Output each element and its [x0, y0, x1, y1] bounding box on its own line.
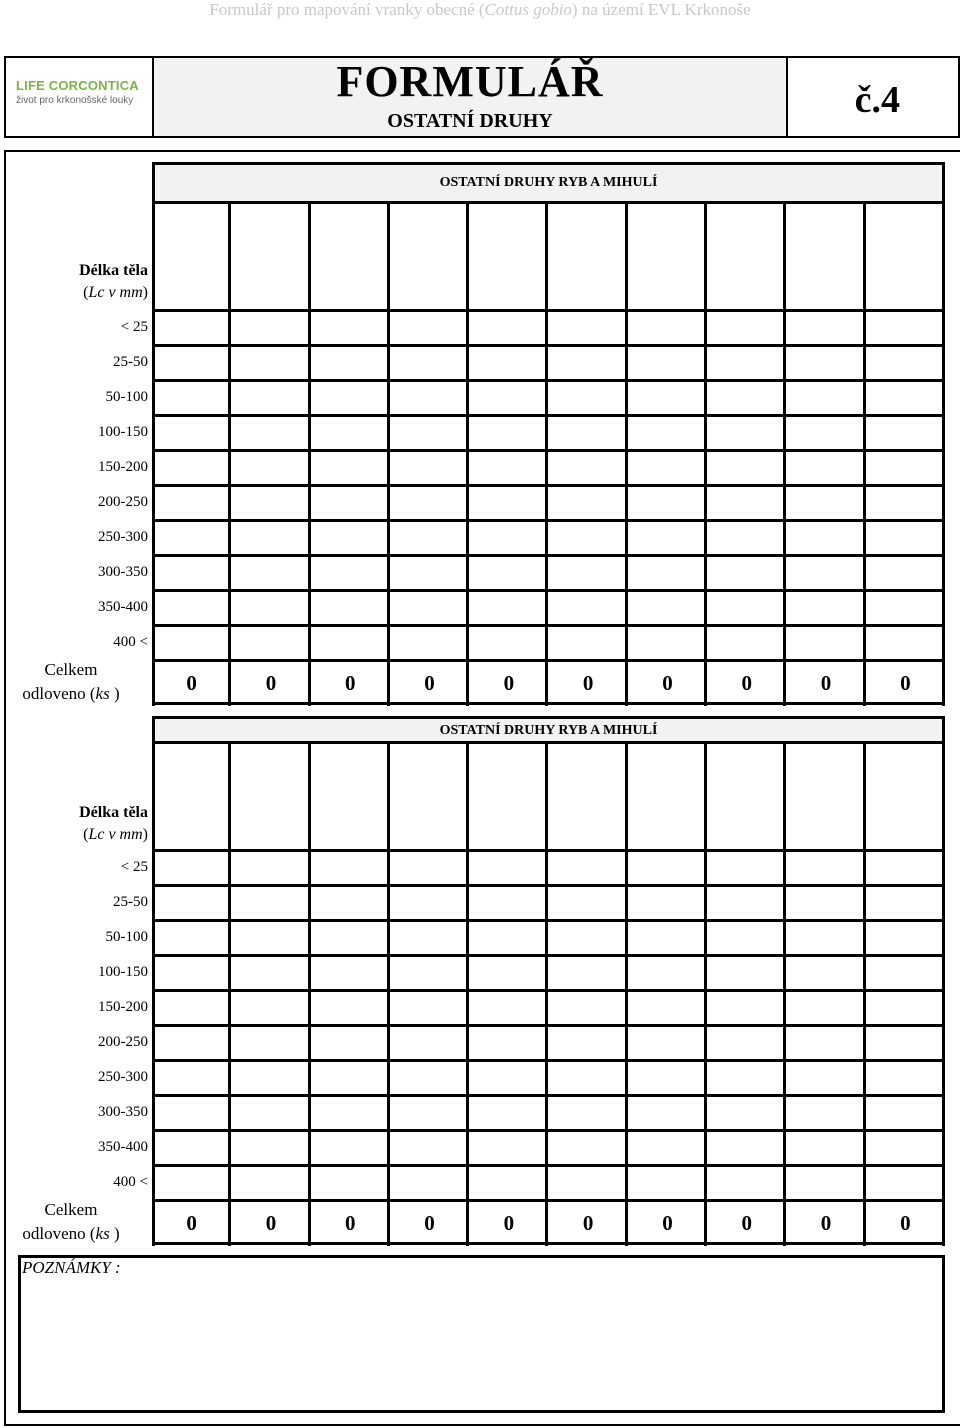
length-label — [0, 260, 150, 304]
notes-label — [22, 1256, 121, 1280]
species-column[interactable] — [311, 202, 390, 706]
length-label-text: Délka těla — [79, 804, 148, 821]
length-unit-close: ) — [142, 826, 148, 843]
length-range-label: 300-350 — [98, 564, 148, 580]
length-range-label: 250-300 — [98, 1069, 148, 1085]
grid-row-line — [152, 519, 945, 522]
grid-row-line — [152, 884, 945, 887]
grid-row-line — [152, 1129, 945, 1132]
species-column[interactable] — [231, 202, 310, 706]
total-count: 0 — [820, 671, 832, 695]
total-label — [0, 1198, 142, 1246]
form-number: č.4 — [854, 79, 900, 121]
grid-row-line — [152, 309, 945, 312]
species-column[interactable] — [549, 202, 628, 706]
grid-row-line — [152, 344, 945, 347]
page-header-species: Cottus gobio — [484, 0, 572, 19]
species-column[interactable] — [628, 742, 707, 1246]
total-count: 0 — [900, 1211, 911, 1235]
total-label-line1: Celkem — [44, 1200, 98, 1219]
total-label-close: ) — [109, 684, 120, 703]
total-count: 0 — [424, 671, 435, 695]
total-count: 0 — [741, 1211, 752, 1235]
length-unit-open: ( — [83, 826, 89, 843]
species-column[interactable] — [866, 202, 945, 706]
species-column[interactable] — [549, 742, 628, 1246]
grid-row-line — [152, 484, 945, 487]
grid-row-line — [152, 1094, 945, 1097]
total-count: 0 — [265, 1211, 277, 1235]
grid-row-line — [152, 624, 945, 627]
total-label-line2: odloveno ( — [22, 1224, 96, 1243]
length-range-label: 350-400 — [98, 599, 148, 615]
total-label-line2: odloveno ( — [22, 684, 96, 703]
section-header: OSTATNÍ DRUHY RYB A MIHULÍ — [152, 716, 945, 744]
species-column[interactable] — [152, 742, 231, 1246]
total-count: 0 — [582, 1211, 594, 1235]
total-count: 0 — [503, 671, 515, 695]
species-column[interactable] — [469, 742, 548, 1246]
length-range-label: 400 < — [113, 1174, 148, 1190]
page-header-prefix: Formulář pro mapování vranky obecné ( — [209, 0, 485, 19]
grid-row-line — [152, 1164, 945, 1167]
total-label-close: ) — [109, 1224, 120, 1243]
length-range-label: 100-150 — [98, 964, 148, 980]
form-title: FORMULÁŘ — [336, 57, 604, 106]
species-column[interactable] — [628, 202, 707, 706]
length-range-label: 250-300 — [98, 529, 148, 545]
species-column[interactable] — [152, 202, 231, 706]
species-grid — [152, 742, 945, 1246]
species-column[interactable] — [231, 742, 310, 1246]
length-range-label: < 25 — [120, 859, 148, 875]
total-count: 0 — [662, 671, 673, 695]
length-range-label: 200-250 — [98, 1034, 148, 1050]
total-count: 0 — [820, 1211, 832, 1235]
grid-row-line — [152, 849, 945, 852]
notes-label-text: POZNÁMKY — [22, 1258, 111, 1277]
total-count: 0 — [582, 671, 594, 695]
species-column[interactable] — [390, 742, 469, 1246]
page-header-suffix: ) na území EVL Krkonoše — [571, 0, 751, 19]
length-label — [0, 802, 150, 846]
grid-row-line — [152, 989, 945, 992]
length-range-label: 25-50 — [113, 894, 148, 910]
length-range-label: 200-250 — [98, 494, 148, 510]
logo-subtitle: život pro krkonošské louky — [16, 95, 134, 106]
species-column[interactable] — [707, 742, 786, 1246]
species-column[interactable] — [311, 742, 390, 1246]
total-count: 0 — [503, 1211, 515, 1235]
total-unit: ks — [95, 1224, 110, 1243]
total-count: 0 — [344, 1211, 356, 1235]
section-header: OSTATNÍ DRUHY RYB A MIHULÍ — [152, 162, 945, 204]
length-unit-close: ) — [142, 284, 148, 301]
species-column[interactable] — [390, 202, 469, 706]
species-column[interactable] — [786, 202, 865, 706]
total-count: 0 — [662, 1211, 673, 1235]
length-unit: Lc v mm — [88, 826, 143, 843]
length-range-label: 25-50 — [113, 354, 148, 370]
total-count: 0 — [186, 671, 197, 695]
species-column[interactable] — [866, 742, 945, 1246]
length-range-label: 400 < — [113, 634, 148, 650]
length-range-label: 100-150 — [98, 424, 148, 440]
grid-row-line — [152, 1059, 945, 1062]
grid-row-line — [152, 1024, 945, 1027]
total-count: 0 — [186, 1211, 197, 1235]
total-unit: ks — [95, 684, 110, 703]
total-count: 0 — [741, 671, 752, 695]
length-range-label: 50-100 — [105, 389, 148, 405]
length-range-label: 350-400 — [98, 1139, 148, 1155]
total-count: 0 — [424, 1211, 435, 1235]
grid-row-line — [152, 449, 945, 452]
grid-row-line — [152, 589, 945, 592]
length-unit: Lc v mm — [88, 284, 143, 301]
notes-label-suffix: : — [110, 1258, 121, 1277]
notes-field[interactable] — [18, 1255, 945, 1413]
length-range-label: 150-200 — [98, 999, 148, 1015]
grid-row-line — [152, 554, 945, 557]
total-count: 0 — [265, 671, 277, 695]
species-column[interactable] — [469, 202, 548, 706]
length-range-label: 150-200 — [98, 459, 148, 475]
logo: LIFE CORCONTICA — [16, 78, 139, 93]
species-grid — [152, 202, 945, 706]
total-count: 0 — [344, 671, 356, 695]
species-column[interactable] — [786, 742, 865, 1246]
total-count: 0 — [900, 671, 911, 695]
grid-row-line — [152, 954, 945, 957]
length-range-label: 300-350 — [98, 1104, 148, 1120]
grid-row-line — [152, 919, 945, 922]
total-label — [0, 658, 142, 706]
length-range-label: 50-100 — [105, 929, 148, 945]
length-label-text: Délka těla — [79, 262, 148, 279]
grid-row-line — [152, 379, 945, 382]
grid-row-line — [152, 414, 945, 417]
form-subtitle: OSTATNÍ DRUHY — [387, 110, 553, 132]
species-column[interactable] — [707, 202, 786, 706]
length-range-label: < 25 — [120, 319, 148, 335]
total-label-line1: Celkem — [44, 660, 98, 679]
length-unit-open: ( — [83, 284, 89, 301]
page-header — [0, 0, 960, 20]
